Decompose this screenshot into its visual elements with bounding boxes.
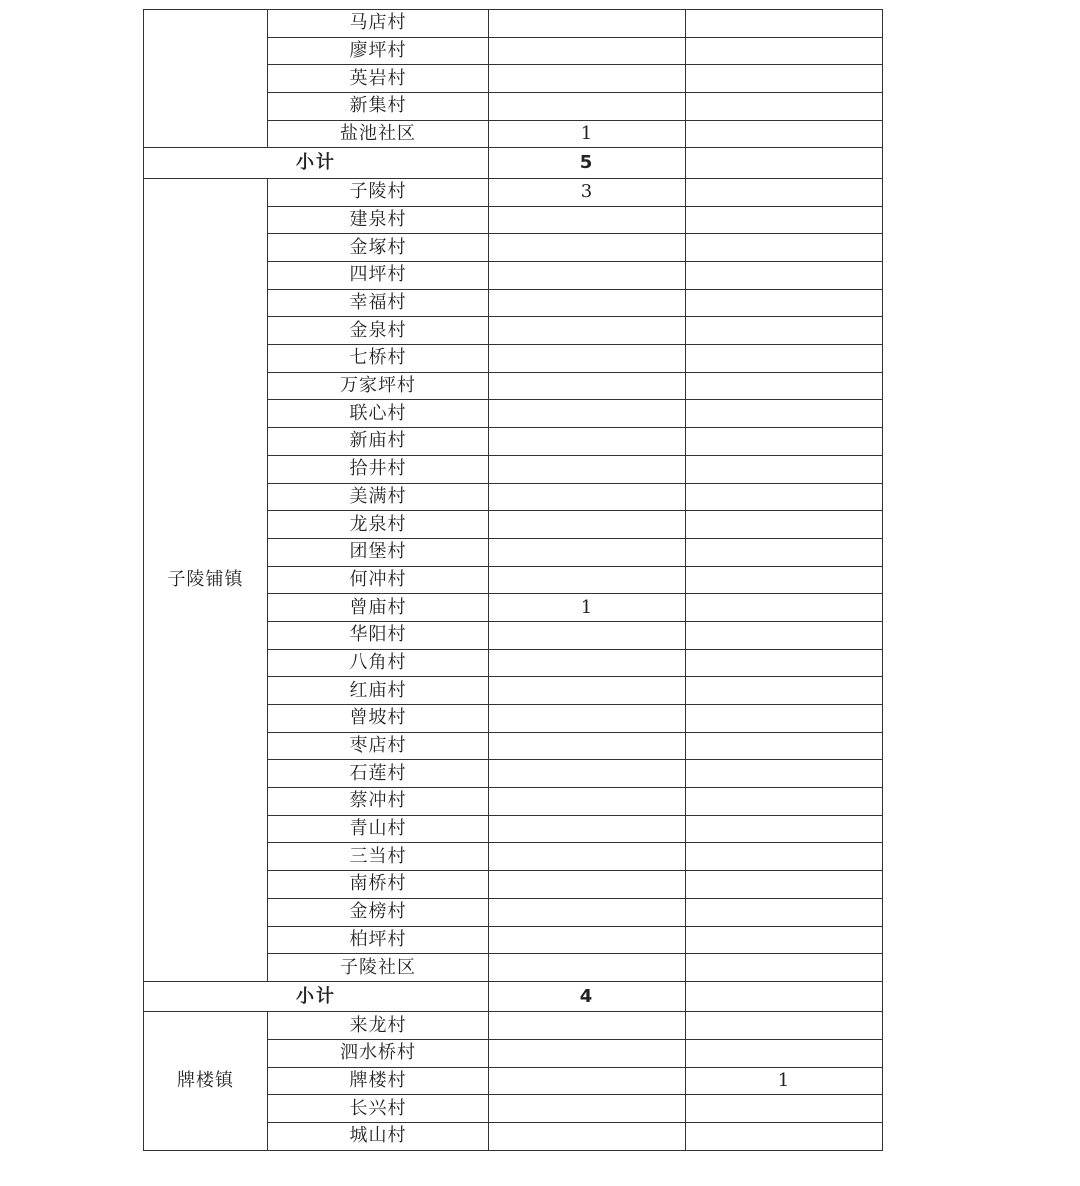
count-cell-secondary <box>686 649 883 677</box>
count-cell-secondary <box>686 345 883 373</box>
subtotal-label: 小计 <box>144 981 489 1012</box>
village-name-cell: 新集村 <box>268 93 489 121</box>
village-statistics-table <box>143 9 883 1151</box>
count-cell-secondary <box>686 10 883 38</box>
count-cell: 3 <box>489 178 686 206</box>
village-name-cell: 金塚村 <box>268 234 489 262</box>
table-row <box>144 178 883 206</box>
count-cell <box>489 234 686 262</box>
subtotal-count: 4 <box>489 981 686 1012</box>
count-cell <box>489 954 686 982</box>
village-name-cell: 万家坪村 <box>268 372 489 400</box>
count-cell <box>489 262 686 290</box>
village-name-cell: 三当村 <box>268 843 489 871</box>
village-name-cell: 英岩村 <box>268 65 489 93</box>
count-cell <box>489 93 686 121</box>
count-cell-secondary <box>686 262 883 290</box>
village-name-cell: 马店村 <box>268 10 489 38</box>
count-cell <box>489 843 686 871</box>
village-name-cell: 枣店村 <box>268 732 489 760</box>
count-cell-secondary <box>686 93 883 121</box>
count-cell <box>489 455 686 483</box>
count-cell <box>489 705 686 733</box>
count-cell <box>489 400 686 428</box>
village-name-cell: 子陵社区 <box>268 954 489 982</box>
count-cell-secondary <box>686 843 883 871</box>
count-cell-secondary <box>686 234 883 262</box>
count-cell-secondary <box>686 400 883 428</box>
count-cell <box>489 1095 686 1123</box>
count-cell-secondary <box>686 898 883 926</box>
count-cell-secondary <box>686 120 883 148</box>
count-cell-secondary <box>686 372 883 400</box>
village-name-cell: 团堡村 <box>268 538 489 566</box>
subtotal-count-secondary <box>686 981 883 1012</box>
town-name-cell <box>144 10 268 148</box>
village-name-cell: 青山村 <box>268 815 489 843</box>
count-cell-secondary <box>686 289 883 317</box>
count-cell <box>489 898 686 926</box>
count-cell <box>489 621 686 649</box>
count-cell-secondary <box>686 594 883 622</box>
village-name-cell: 城山村 <box>268 1123 489 1151</box>
count-cell-secondary <box>686 1095 883 1123</box>
count-cell: 1 <box>489 594 686 622</box>
village-name-cell: 廖坪村 <box>268 37 489 65</box>
village-name-cell: 子陵村 <box>268 178 489 206</box>
count-cell <box>489 372 686 400</box>
town-name-cell: 牌楼镇 <box>144 1012 268 1150</box>
town-name-cell: 子陵铺镇 <box>144 178 268 981</box>
count-cell-secondary <box>686 1040 883 1068</box>
count-cell <box>489 511 686 539</box>
count-cell-secondary <box>686 511 883 539</box>
village-name-cell: 新庙村 <box>268 428 489 456</box>
table-row <box>144 10 883 38</box>
count-cell-secondary <box>686 871 883 899</box>
village-name-cell: 联心村 <box>268 400 489 428</box>
count-cell-secondary <box>686 455 883 483</box>
count-cell-secondary: 1 <box>686 1067 883 1095</box>
count-cell <box>489 788 686 816</box>
count-cell-secondary <box>686 954 883 982</box>
count-cell-secondary <box>686 65 883 93</box>
village-name-cell: 四坪村 <box>268 262 489 290</box>
count-cell-secondary <box>686 538 883 566</box>
village-name-cell: 美满村 <box>268 483 489 511</box>
count-cell <box>489 926 686 954</box>
count-cell <box>489 1067 686 1095</box>
village-name-cell: 红庙村 <box>268 677 489 705</box>
table-row <box>144 1012 883 1040</box>
count-cell-secondary <box>686 760 883 788</box>
count-cell-secondary <box>686 1123 883 1151</box>
count-cell <box>489 538 686 566</box>
count-cell-secondary <box>686 788 883 816</box>
village-name-cell: 南桥村 <box>268 871 489 899</box>
village-name-cell: 八角村 <box>268 649 489 677</box>
count-cell-secondary <box>686 815 883 843</box>
count-cell <box>489 1123 686 1151</box>
subtotal-row <box>144 981 883 1012</box>
count-cell-secondary <box>686 428 883 456</box>
count-cell-secondary <box>686 178 883 206</box>
count-cell <box>489 37 686 65</box>
count-cell <box>489 206 686 234</box>
count-cell-secondary <box>686 317 883 345</box>
count-cell-secondary <box>686 483 883 511</box>
count-cell <box>489 871 686 899</box>
village-name-cell: 长兴村 <box>268 1095 489 1123</box>
village-name-cell: 七桥村 <box>268 345 489 373</box>
count-cell-secondary <box>686 705 883 733</box>
count-cell <box>489 317 686 345</box>
subtotal-count: 5 <box>489 148 686 179</box>
village-name-cell: 盐池社区 <box>268 120 489 148</box>
village-name-cell: 建泉村 <box>268 206 489 234</box>
subtotal-row <box>144 148 883 179</box>
count-cell <box>489 566 686 594</box>
village-name-cell: 蔡冲村 <box>268 788 489 816</box>
count-cell-secondary <box>686 37 883 65</box>
village-name-cell: 幸福村 <box>268 289 489 317</box>
village-name-cell: 华阳村 <box>268 621 489 649</box>
count-cell <box>489 10 686 38</box>
count-cell <box>489 649 686 677</box>
count-cell <box>489 1012 686 1040</box>
count-cell: 1 <box>489 120 686 148</box>
village-name-cell: 曾坡村 <box>268 705 489 733</box>
count-cell <box>489 345 686 373</box>
count-cell-secondary <box>686 621 883 649</box>
count-cell-secondary <box>686 1012 883 1040</box>
village-name-cell: 来龙村 <box>268 1012 489 1040</box>
subtotal-label: 小计 <box>144 148 489 179</box>
village-name-cell: 牌楼村 <box>268 1067 489 1095</box>
count-cell-secondary <box>686 206 883 234</box>
count-cell <box>489 483 686 511</box>
count-cell-secondary <box>686 732 883 760</box>
count-cell <box>489 760 686 788</box>
village-name-cell: 曾庙村 <box>268 594 489 622</box>
village-name-cell: 何冲村 <box>268 566 489 594</box>
count-cell-secondary <box>686 566 883 594</box>
village-name-cell: 金泉村 <box>268 317 489 345</box>
village-name-cell: 石莲村 <box>268 760 489 788</box>
village-name-cell: 柏坪村 <box>268 926 489 954</box>
count-cell <box>489 428 686 456</box>
village-name-cell: 龙泉村 <box>268 511 489 539</box>
subtotal-count-secondary <box>686 148 883 179</box>
village-name-cell: 泗水桥村 <box>268 1040 489 1068</box>
count-cell <box>489 1040 686 1068</box>
village-name-cell: 拾井村 <box>268 455 489 483</box>
count-cell <box>489 732 686 760</box>
count-cell-secondary <box>686 677 883 705</box>
count-cell <box>489 65 686 93</box>
count-cell <box>489 815 686 843</box>
count-cell <box>489 677 686 705</box>
count-cell <box>489 289 686 317</box>
village-name-cell: 金榜村 <box>268 898 489 926</box>
count-cell-secondary <box>686 926 883 954</box>
